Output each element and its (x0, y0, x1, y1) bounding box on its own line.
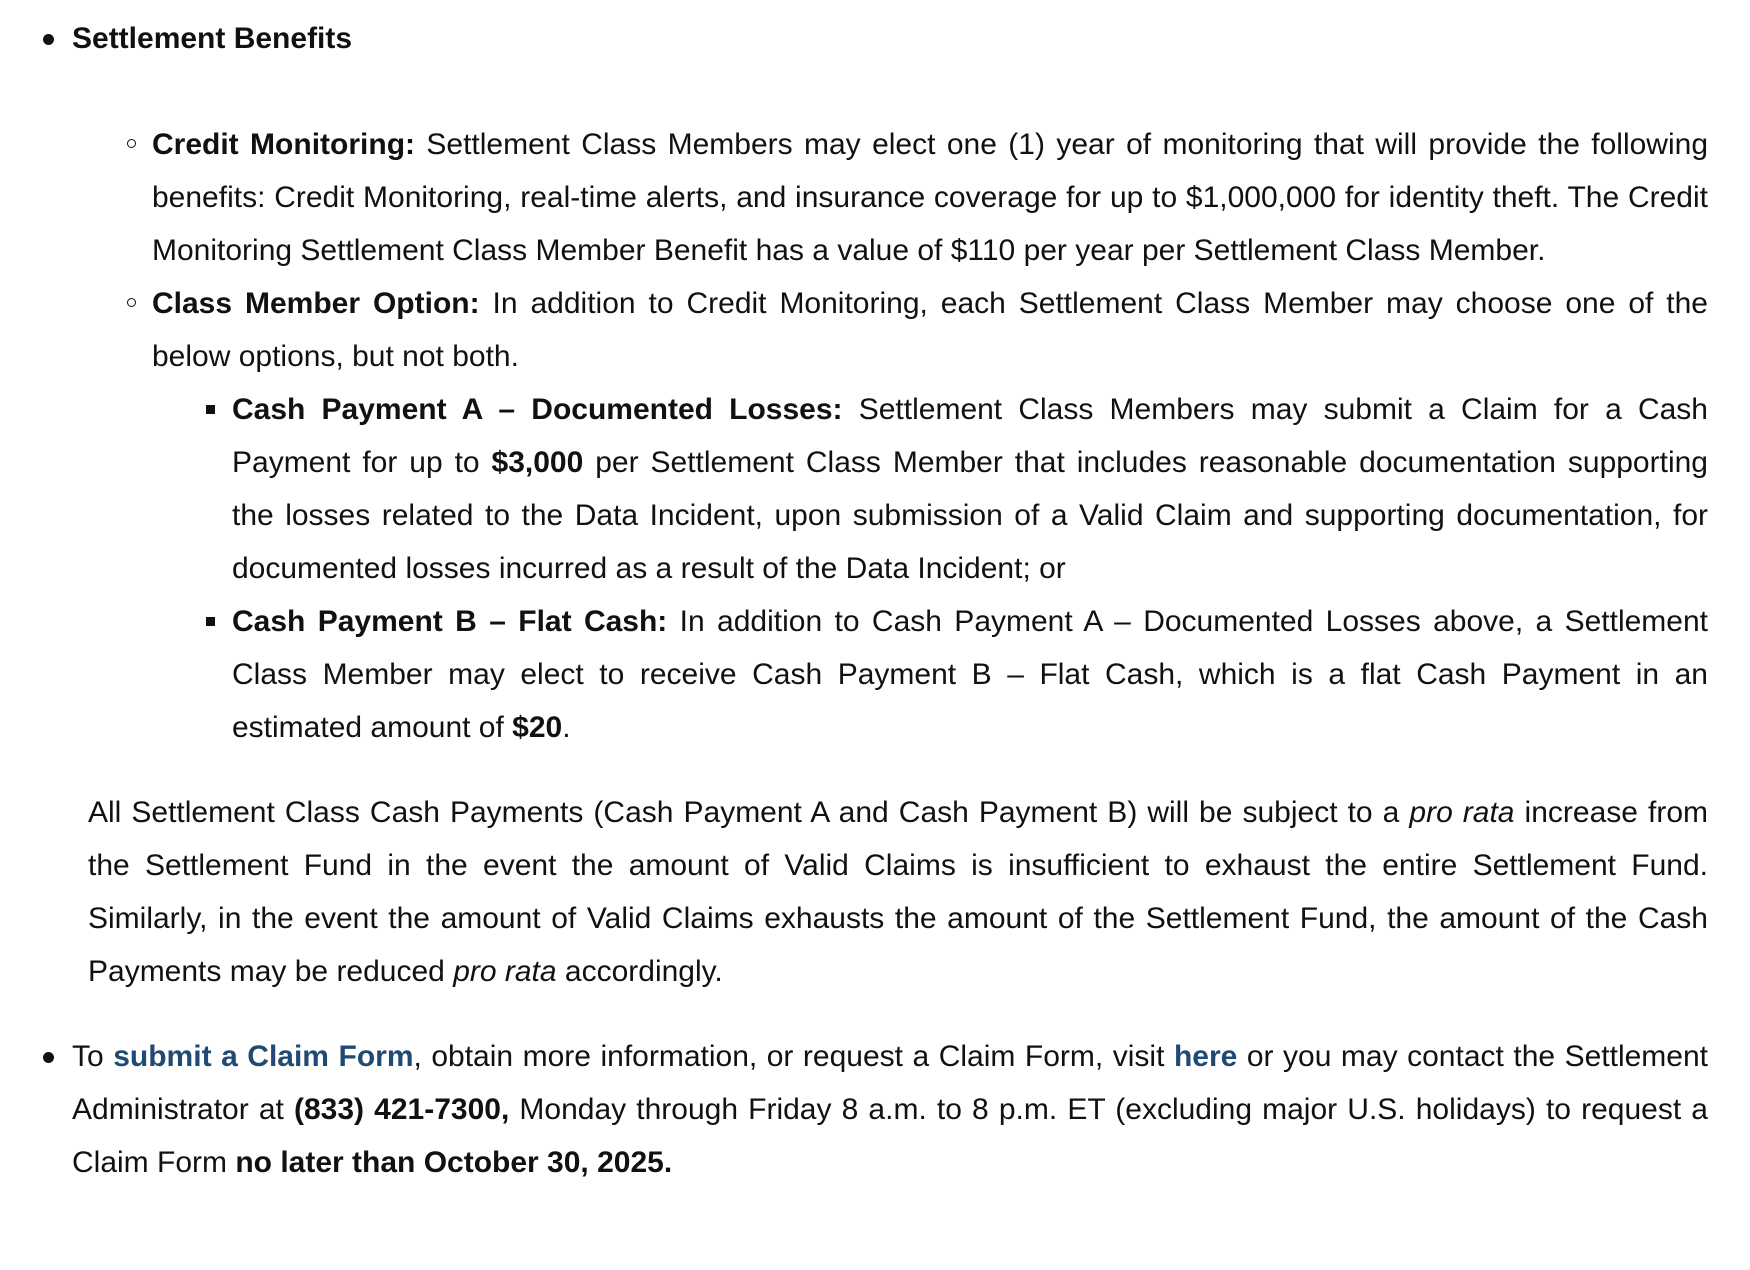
credit-monitoring-label: Credit Monitoring: (152, 128, 416, 161)
disc-bullet-icon (43, 34, 54, 45)
claim-text-1: To (72, 1040, 114, 1073)
list-item-settlement-benefits (72, 12, 1708, 65)
options-sublist (0, 383, 1708, 754)
here-link[interactable]: here (1173, 1040, 1238, 1073)
claim-text-2: , obtain more information, or request a Claim Form, visit (413, 1040, 1174, 1073)
pro-rata-text-1: All Settlement Class Cash Payments (Cash Payment A and Cash Payment B) will be subject to a (88, 796, 1410, 829)
pro-rata-paragraph (88, 786, 1708, 998)
top-list (0, 12, 1708, 65)
list-item-claim-info (72, 1030, 1708, 1189)
cash-payment-b-label: Cash Payment B – Flat Cash: (232, 605, 668, 638)
cash-payment-b-text-2: . (562, 711, 571, 744)
pro-rata-text-2: increase from the Settlement Fund in the event the amount of Valid Claims is insufficient to exhaust the entire Settlement Fund. Similarly, in the event the amount of Valid Claims exhausts the amount of the Settlement Fund, the amount of the Cash Payments may be reduced (88, 796, 1708, 988)
list-item-credit-monitoring (152, 118, 1708, 277)
square-bullet-icon (206, 405, 215, 414)
cash-payment-a-label: Cash Payment A – Documented Losses: (232, 393, 843, 426)
square-bullet-icon (206, 617, 215, 626)
circle-bullet-icon (127, 139, 136, 148)
list-item-class-member-option (152, 277, 1708, 383)
pro-rata-text-3: accordingly. (556, 955, 723, 988)
settlement-benefits-heading: Settlement Benefits (72, 22, 353, 55)
submit-claim-form-link[interactable]: submit a Claim Form (113, 1040, 414, 1073)
claim-deadline: no later than October 30, 2025. (235, 1146, 673, 1179)
disc-bullet-icon (43, 1052, 54, 1063)
pro-rata-italic-2: pro rata (453, 955, 557, 988)
benefits-sublist (0, 118, 1708, 383)
list-item-cash-payment-b (232, 595, 1708, 754)
claim-text-4: Monday through Friday 8 a.m. to 8 p.m. ET (excluding major U.S. holidays) to request a Claim Form (72, 1093, 1708, 1179)
credit-monitoring-text: Settlement Class Members may elect one (1) year of monitoring that will provide the following benefits: Credit Monitoring, real-time alerts, and insurance coverage for up to $1,000,000 for identity theft. The Credit Monitoring Settlement Class Member Benefit has a value of $110 per year per Settlement Class Member. (152, 128, 1709, 267)
class-member-option-text: In addition to Credit Monitoring, each Settlement Class Member may choose one of the below options, but not both. (152, 287, 1708, 373)
cash-payment-a-amount: $3,000 (491, 446, 584, 479)
cash-payment-a-text-1: Settlement Class Members may submit a Claim for a Cash Payment for up to (232, 393, 1708, 479)
cash-payment-b-text-1: In addition to Cash Payment A – Documented Losses above, a Settlement Class Member may elect to receive Cash Payment B – Flat Cash, which is a flat Cash Payment in an estimated amount of (232, 605, 1708, 744)
list-item-cash-payment-a (232, 383, 1708, 595)
cash-payment-b-amount: $20 (512, 711, 563, 744)
bottom-list (0, 1030, 1708, 1189)
phone-number: (833) 421-7300, (294, 1093, 510, 1126)
cash-payment-a-text-2: per Settlement Class Member that includes reasonable documentation supporting the losses related to the Data Incident, upon submission of a Valid Claim and supporting documentation, for documented losses incurred as a result of the Data Incident; or (232, 446, 1708, 585)
pro-rata-italic-1: pro rata (1409, 796, 1515, 829)
class-member-option-label: Class Member Option: (152, 287, 480, 320)
claim-text-3: or you may contact the Settlement Administrator at (72, 1040, 1709, 1126)
circle-bullet-icon (127, 298, 136, 307)
